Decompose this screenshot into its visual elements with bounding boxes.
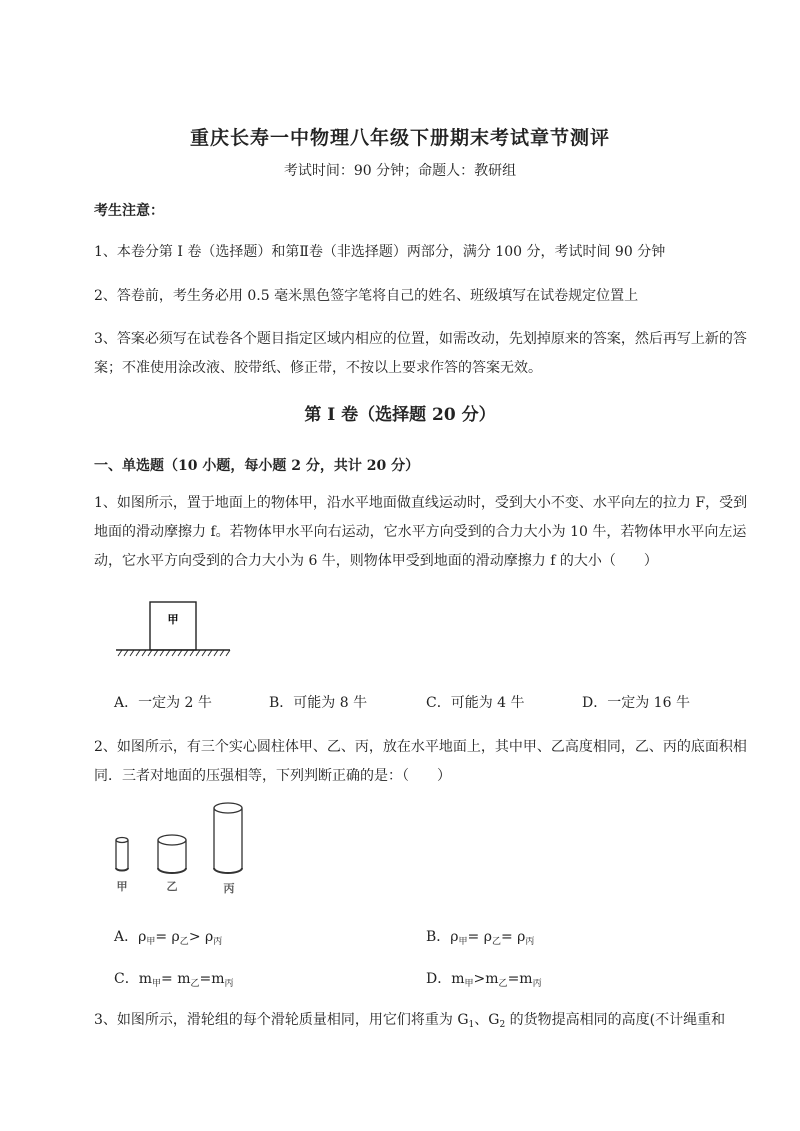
option-subscript: 丙 <box>224 979 234 989</box>
option-subscript: 乙 <box>491 937 501 947</box>
option-subscript: 丙 <box>213 937 223 947</box>
q2-option-b[interactable] <box>426 926 534 947</box>
exam-info: 考试时间：90 分钟；命题人：教研组 <box>283 163 517 179</box>
question-3-part: 3、如图所示，滑轮组的每个滑轮质量相同，用它们将重为 G <box>94 1012 469 1028</box>
block-on-ground-figure <box>112 598 236 660</box>
q1-option-a[interactable]: A．一定为 2 牛 <box>114 695 212 711</box>
option-subscript: 丙 <box>525 937 535 947</box>
option-subscript: 甲 <box>146 937 156 947</box>
option-text: ρ <box>138 929 147 945</box>
option-subscript: 丙 <box>532 979 542 989</box>
block-shape <box>150 602 196 650</box>
option-subscript: 甲 <box>152 979 162 989</box>
q2-option-d[interactable] <box>426 968 542 989</box>
option-prefix: D． <box>426 971 452 987</box>
question-1-text: 1、如图所示，置于地面上的物体甲，沿水平地面做直线运动时，受到大小不变、水平向左的拉力 F，受到地面的滑动摩擦力 f。若物体甲水平向右运动，它水平方向受到的合力大小为 10 牛，若物体甲水平向左运动，它水平方向受到的合力大小为 6 牛，则物体甲受到地面的滑动摩擦力 f 的大小（ ） <box>94 495 748 569</box>
q1-option-d[interactable]: D．一定为 16 牛 <box>582 695 690 711</box>
cylinder-yi <box>158 835 186 873</box>
q1-option-b[interactable]: B．可能为 8 牛 <box>269 695 368 711</box>
option-text: =m <box>199 971 225 987</box>
q2-option-c[interactable] <box>114 968 234 989</box>
option-subscript: 甲 <box>458 937 468 947</box>
option-text: > ρ <box>188 929 214 945</box>
notice-label: 考生注意： <box>94 203 164 219</box>
notice-item-1: 1、本卷分第 I 卷（选择题）和第Ⅱ卷（非选择题）两部分，满分 100 分，考试时间 90 分钟 <box>94 244 666 260</box>
q1-option-c[interactable]: C．可能为 4 牛 <box>426 695 525 711</box>
cylinder-label-bing: 丙 <box>223 882 235 895</box>
question-3-part: 的货物提高相同的高度(不计绳重和 <box>505 1012 726 1028</box>
option-subscript: 甲 <box>464 979 474 989</box>
question-3-part: 、G <box>474 1012 500 1028</box>
notice-item-3: 3、答案必须写在试卷各个题目指定区域内相应的位置，如需改动，先划掉原来的答案，然后再写上新的答案；不准使用涂改液、胶带纸、修正带，不按以上要求作答的答案无效。 <box>94 331 747 376</box>
page-title: 重庆长寿一中物理八年级下册期末考试章节测评 <box>189 127 610 149</box>
q2-option-a[interactable] <box>114 926 222 947</box>
three-cylinders-figure <box>108 798 258 900</box>
ground-hatch <box>118 650 230 656</box>
section-title: 第 I 卷（选择题 20 分） <box>304 405 496 425</box>
section-heading: 一、单选题（10 小题，每小题 2 分，共计 20 分） <box>94 458 420 474</box>
option-subscript: 乙 <box>498 979 508 989</box>
option-prefix: B． <box>426 929 451 945</box>
option-text: ρ <box>450 929 459 945</box>
option-text: m <box>138 971 152 987</box>
block-label: 甲 <box>167 613 179 626</box>
option-prefix: A． <box>114 929 139 945</box>
option-text: = ρ <box>467 929 492 945</box>
option-text: = m <box>161 971 191 987</box>
question-3-subscript: 1 <box>468 1020 475 1030</box>
cylinder-jia <box>116 838 128 871</box>
option-text: =m <box>507 971 533 987</box>
cylinder-label-yi: 乙 <box>166 880 178 893</box>
notice-item-2: 2、答卷前，考生务必用 0.5 毫米黑色签字笔将自己的姓名、班级填写在试卷规定位置上 <box>94 288 639 304</box>
cylinder-bing <box>214 803 242 873</box>
question-2-text: 2、如图所示，有三个实心圆柱体甲、乙、丙，放在水平地面上，其中甲、乙高度相同，乙、丙的底面积相同．三者对地面的压强相等，下列判断正确的是：（ ） <box>94 739 747 784</box>
option-text: >m <box>473 971 499 987</box>
cylinder-label-jia: 甲 <box>116 880 128 893</box>
option-subscript: 乙 <box>190 979 200 989</box>
question-3-subscript: 2 <box>499 1020 506 1030</box>
question-3-text <box>94 1006 754 1040</box>
option-text: = ρ <box>500 929 526 945</box>
option-text: m <box>451 971 465 987</box>
option-prefix: C． <box>114 971 139 987</box>
option-text: = ρ <box>155 929 180 945</box>
option-subscript: 乙 <box>179 937 189 947</box>
